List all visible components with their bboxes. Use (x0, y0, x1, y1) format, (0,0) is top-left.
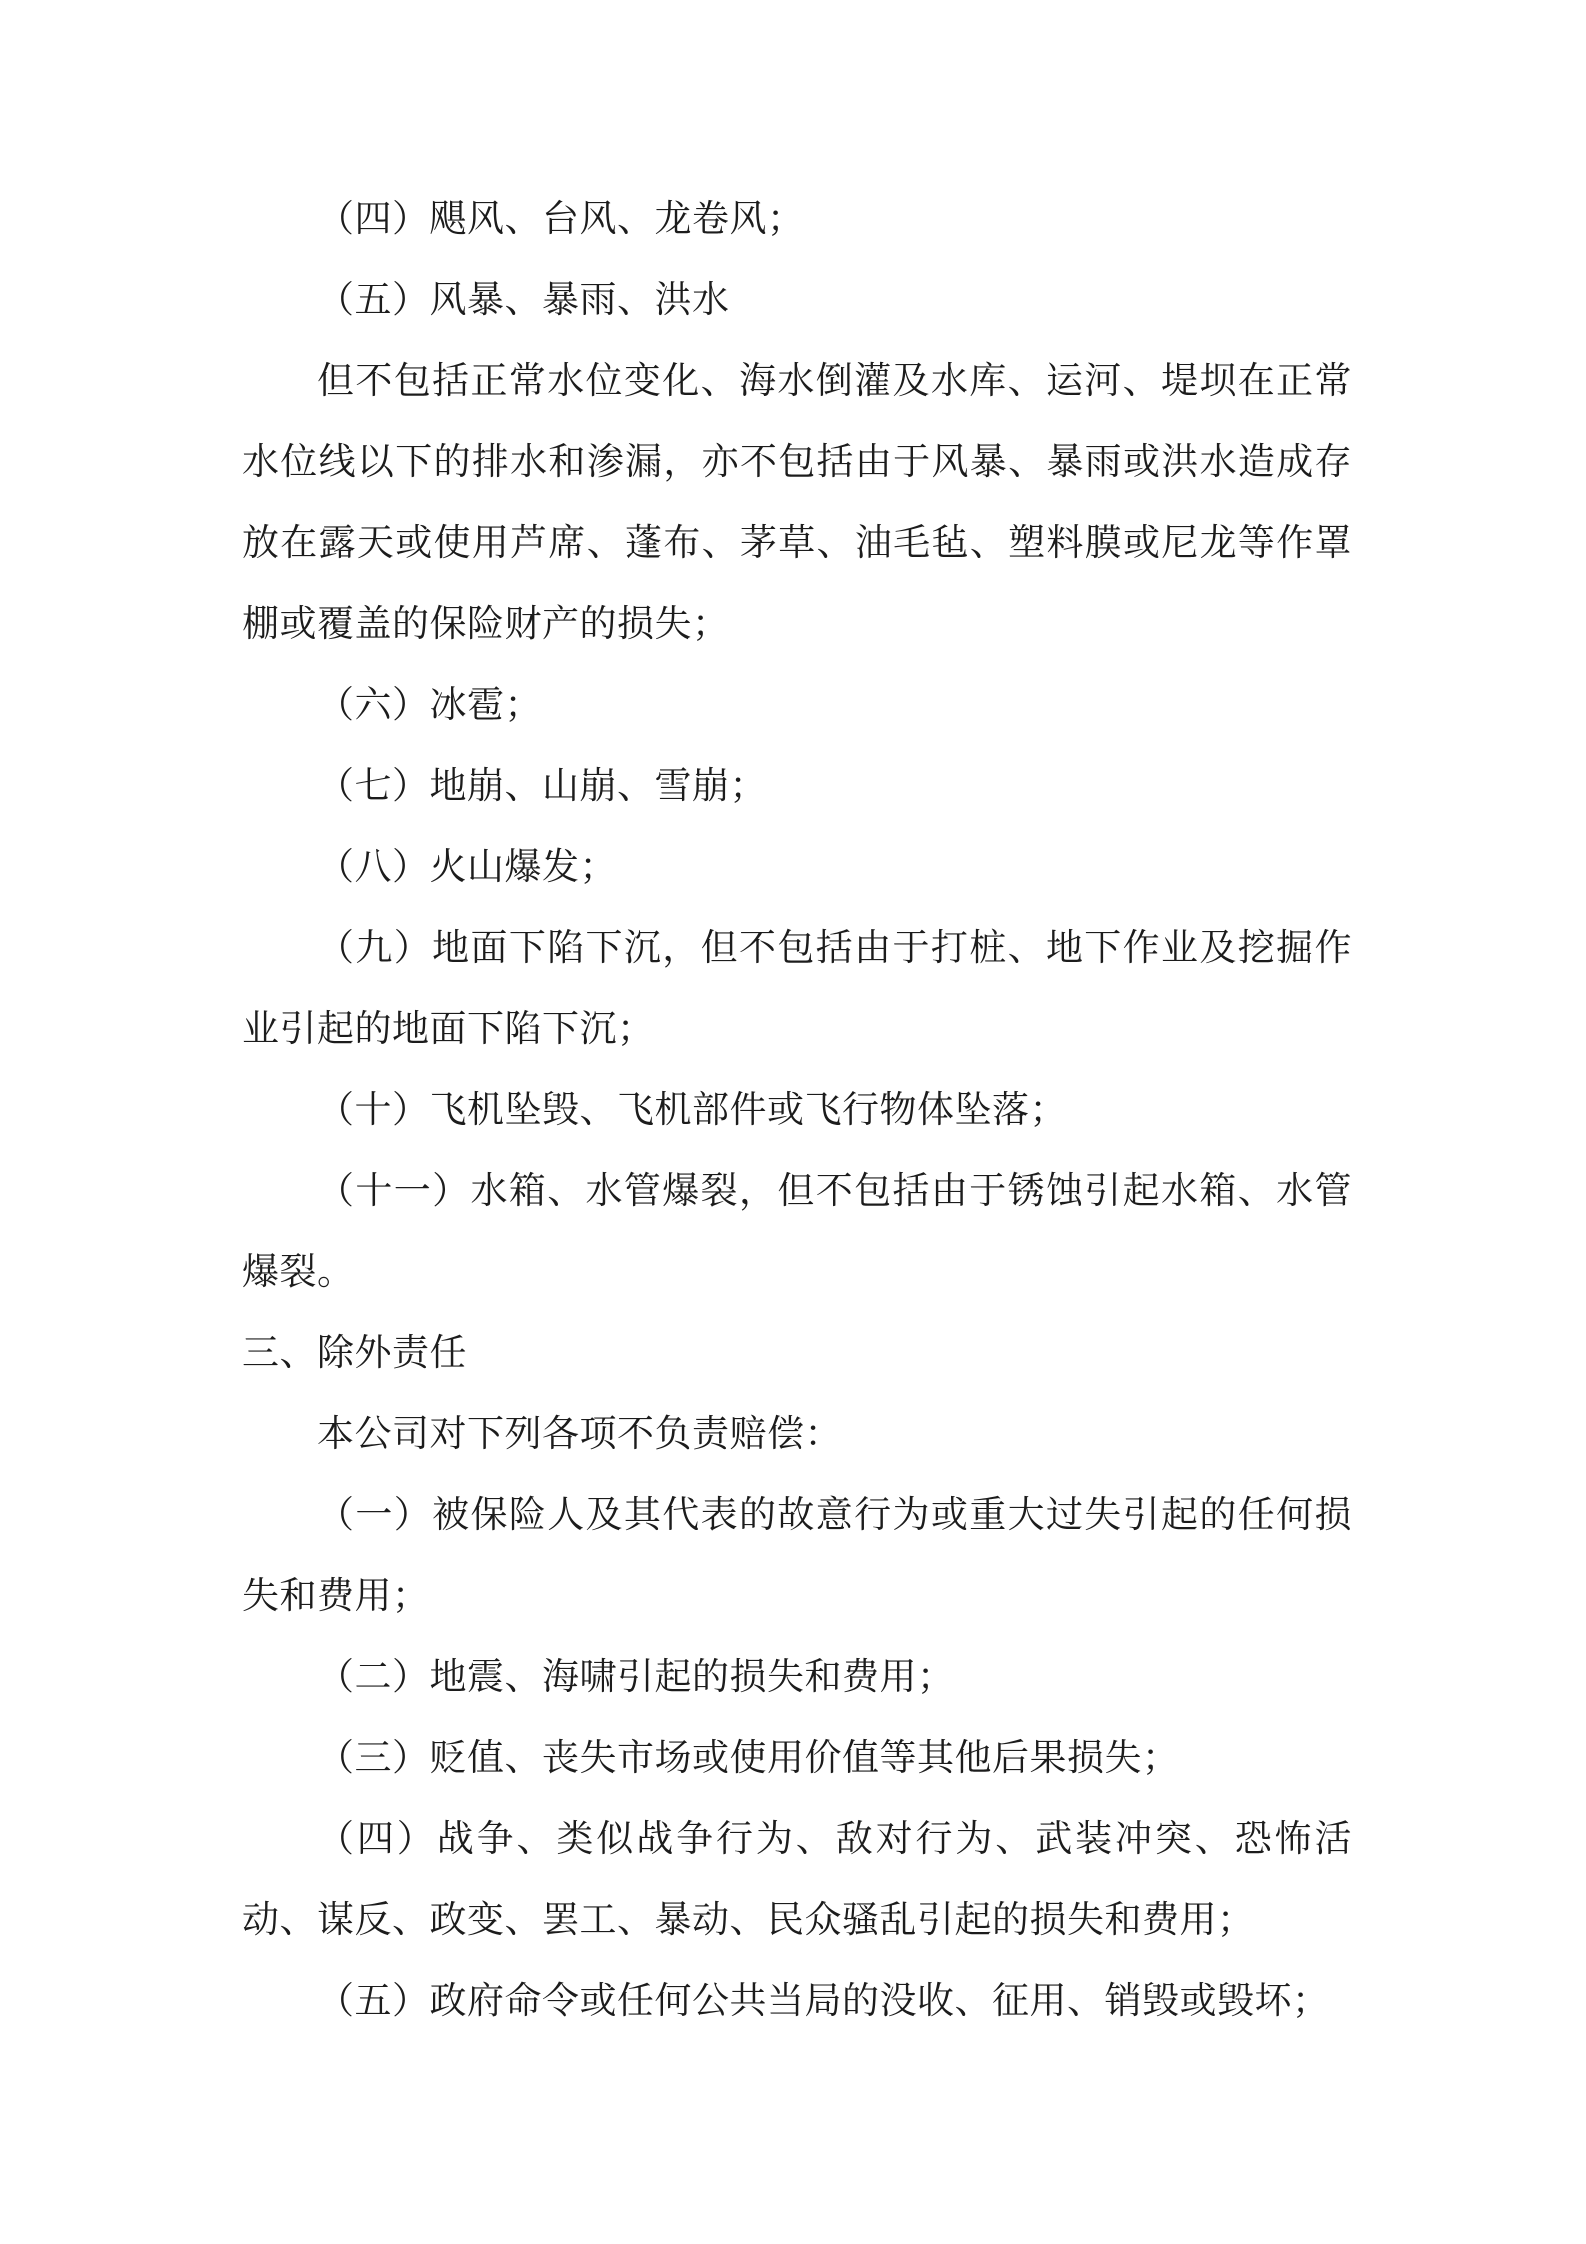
clause-paragraph: （四）战争、类似战争行为、敌对行为、武装冲突、恐怖活动、谋反、政变、罢工、暴动、民众骚乱引起的损失和费用； (242, 1817, 1352, 1941)
clause-paragraph: 本公司对下列各项不负责赔偿： (317, 1412, 842, 1455)
clause-paragraph: （九）地面下陷下沉，但不包括由于打桩、地下作业及挖掘作业引起的地面下陷下沉； (242, 926, 1352, 1050)
clause-paragraph: 但不包括正常水位变化、海水倒灌及水库、运河、堤坝在正常水位线以下的排水和渗漏，亦不包括由于风暴、暴雨或洪水造成存放在露天或使用芦席、蓬布、茅草、油毛毡、塑料膜或尼龙等作罩棚或覆盖的保险财产的损失； (242, 359, 1352, 645)
clause-paragraph: （二）地震、海啸引起的损失和费用； (317, 1655, 955, 1698)
clause-paragraph: （六）冰雹； (317, 683, 542, 726)
document-body (242, 178, 1352, 2041)
clause-paragraph: （一）被保险人及其代表的故意行为或重大过失引起的任何损失和费用； (242, 1493, 1352, 1617)
clause-paragraph: （三）贬值、丧失市场或使用价值等其他后果损失； (317, 1736, 1180, 1779)
clause-paragraph: （五）政府命令或任何公共当局的没收、征用、销毁或毁坏； (317, 1979, 1330, 2022)
clause-paragraph: （四）飓风、台风、龙卷风； (317, 197, 805, 240)
clause-paragraph: （七）地崩、山崩、雪崩； (317, 764, 767, 807)
clause-paragraph: （五）风暴、暴雨、洪水 (317, 278, 730, 321)
clause-paragraph: （十）飞机坠毁、飞机部件或飞行物体坠落； (317, 1088, 1067, 1131)
section-heading: 三、除外责任 (242, 1331, 467, 1374)
clause-paragraph: （十一）水箱、水管爆裂，但不包括由于锈蚀引起水箱、水管爆裂。 (242, 1169, 1352, 1293)
clause-paragraph: （八）火山爆发； (317, 845, 617, 888)
